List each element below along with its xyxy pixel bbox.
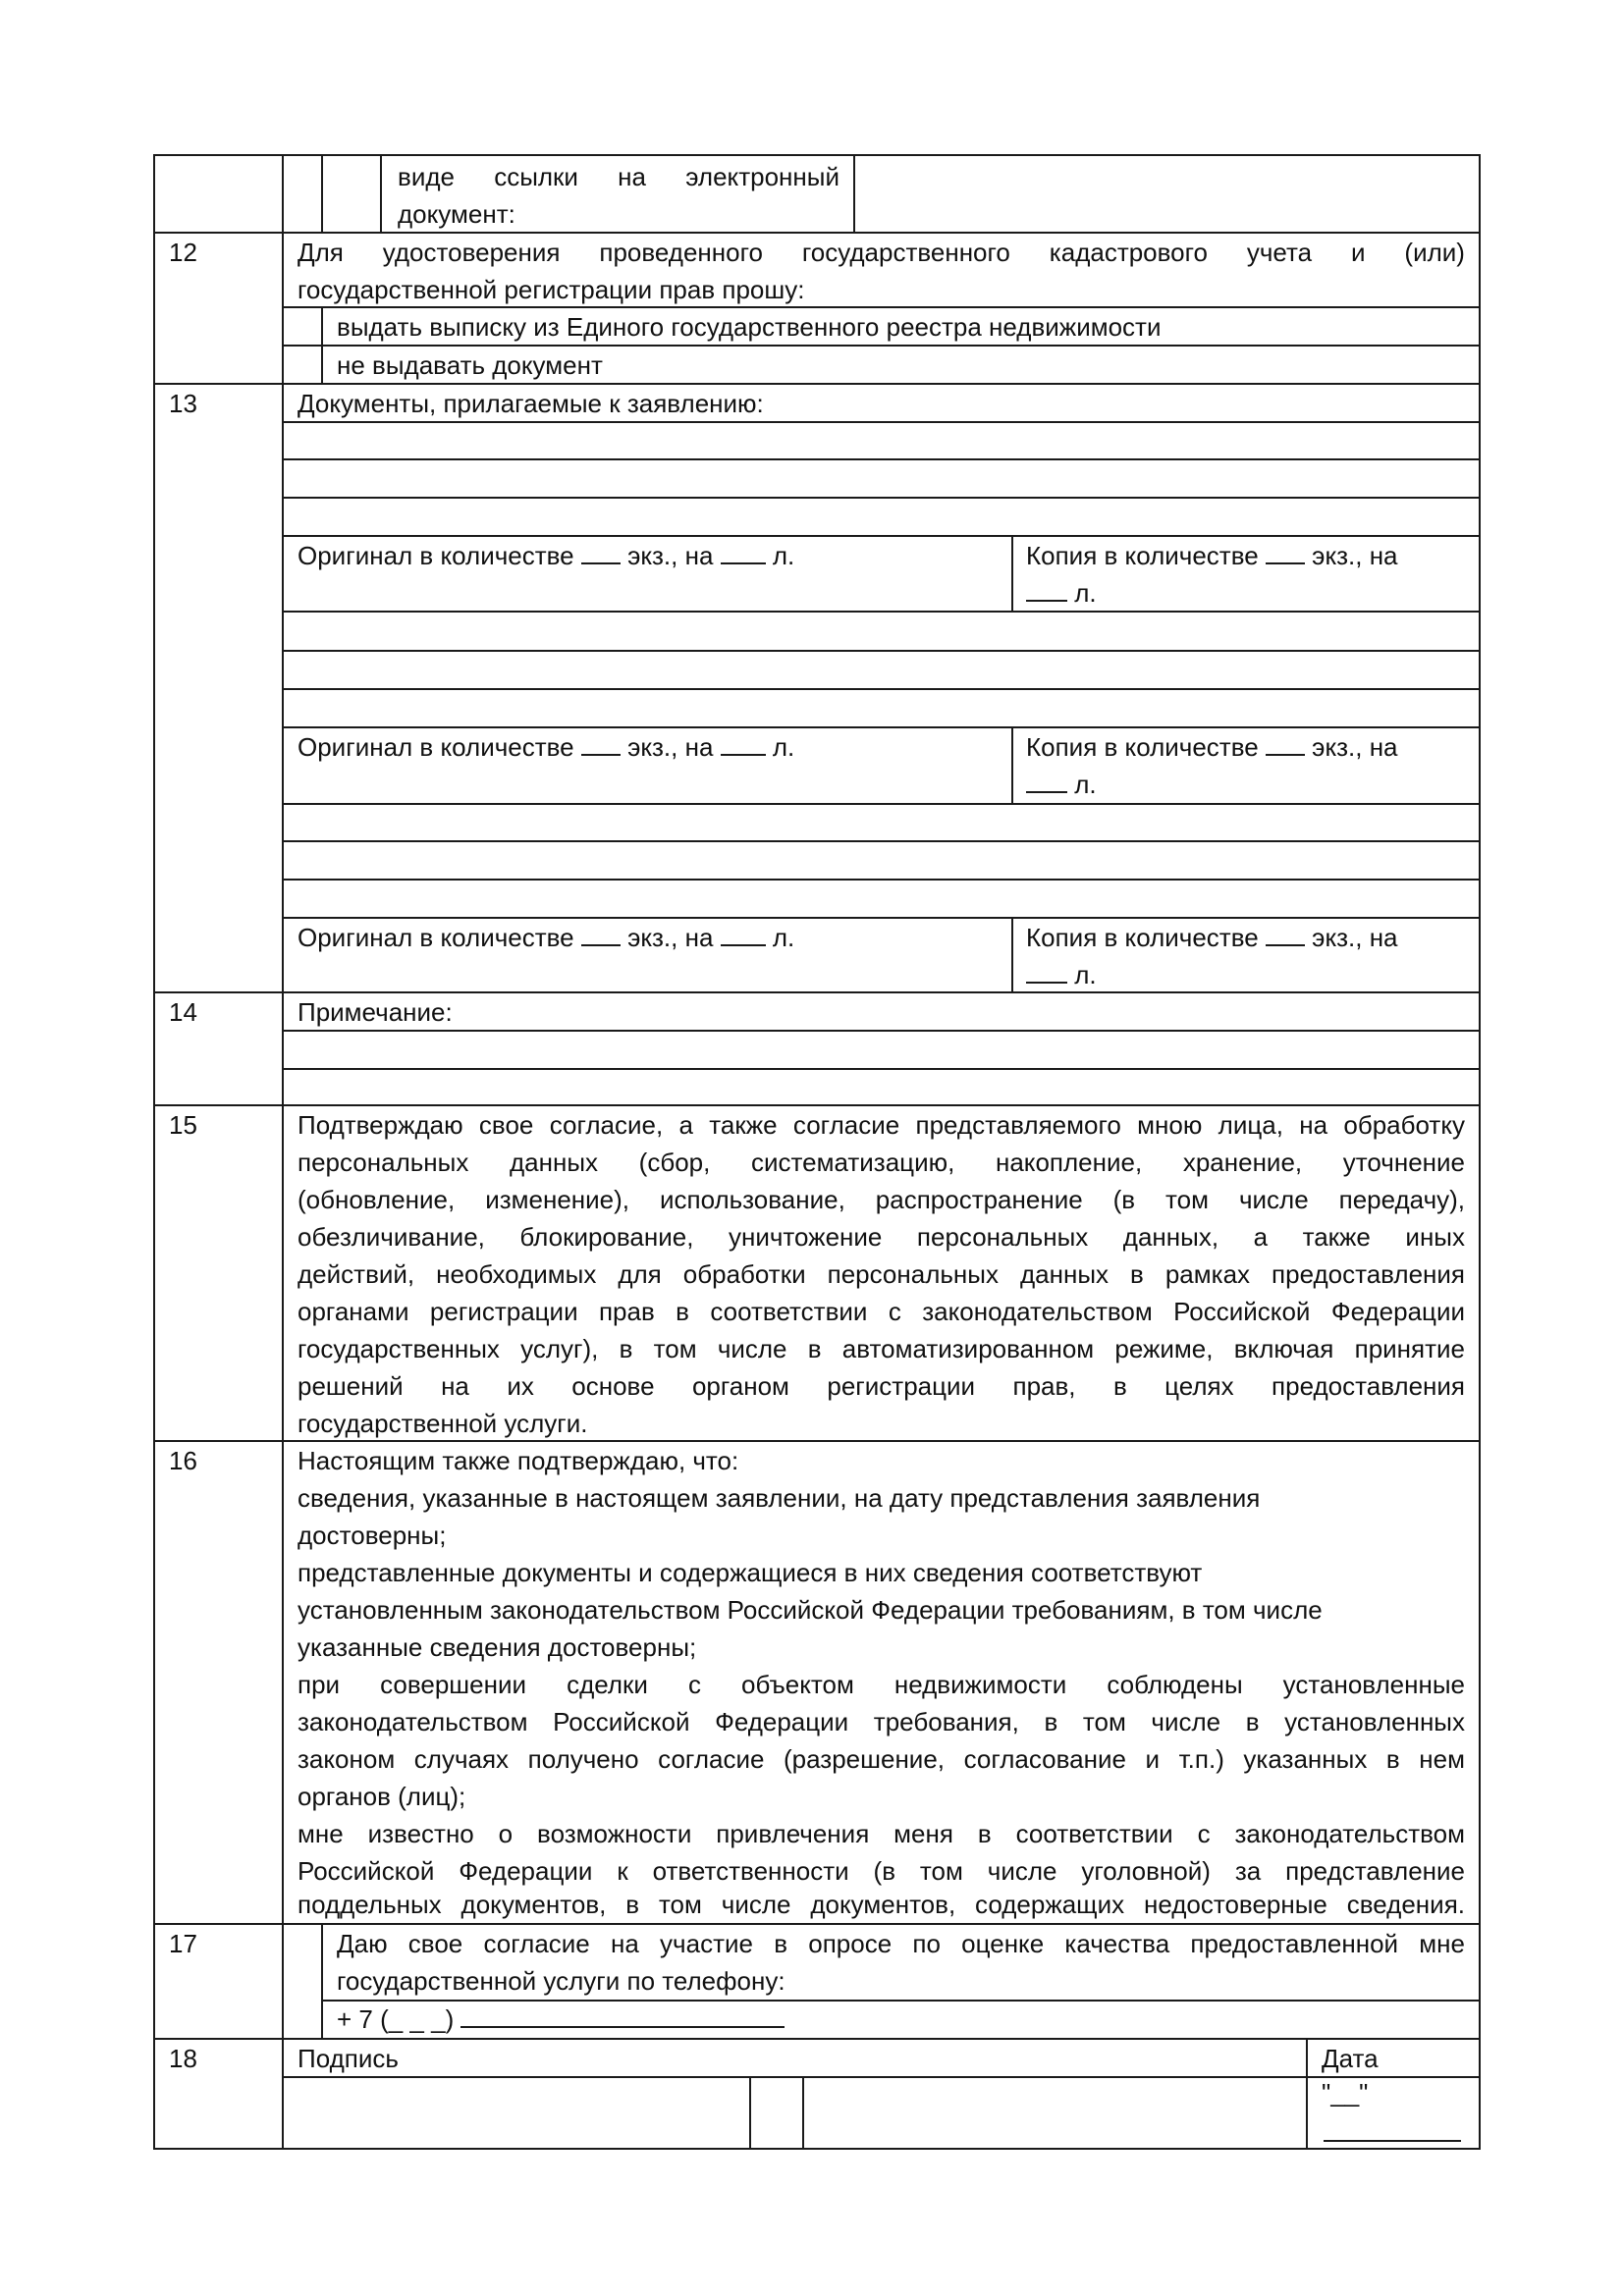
consent-line: персональных данных (сбор, систематизацию, накопление, хранение, уточнение <box>298 1148 1465 1177</box>
copy-count-2: Копия в количестве экз., на <box>1026 728 1398 766</box>
table-left-border <box>153 154 155 2149</box>
phone-field <box>337 2001 785 2038</box>
blank-field[interactable] <box>1266 537 1305 564</box>
consent-line: органами регистрации прав в соответствии с законодательством Российской Федерации <box>298 1297 1465 1326</box>
divider <box>1011 535 1013 612</box>
signature-label: Подпись <box>298 2044 399 2073</box>
divider <box>1011 727 1013 804</box>
option-issue-extract: выдать выписку из Единого государственного реестра недвижимости <box>337 312 1162 342</box>
blank-field[interactable] <box>581 728 621 756</box>
line <box>282 2076 1481 2078</box>
line <box>282 1030 1481 1032</box>
blank-field[interactable] <box>1026 574 1067 602</box>
checkbox-survey-consent[interactable] <box>285 1926 320 2037</box>
table-right-border <box>1479 154 1481 2149</box>
consent-line: Подтверждаю свое согласие, а также согласие представляемого мною лица, на обработку <box>298 1110 1465 1140</box>
row-number-18: 18 <box>169 2044 197 2073</box>
original-count-3: Оригинал в количестве экз., на л. <box>298 919 794 956</box>
confirm-line: мне известно о возможности привлечения меня в соответствии с законодательством <box>298 1819 1465 1848</box>
row12-heading-2: государственной регистрации прав прошу: <box>298 275 805 304</box>
survey-consent-text: Даю свое согласие на участие в опросе по оценке качества предоставленной мне <box>337 1929 1465 1958</box>
link-option-text: виде ссылки на электронный <box>398 162 839 191</box>
consent-line: (обновление, изменение), использование, распространение (в том числе передачу), <box>298 1185 1465 1214</box>
confirm-line: законом случаях получено согласие (разрешение, согласование и т.п.) указанных в нем <box>298 1744 1465 1774</box>
consent-line: решений на их основе органом регистрации прав, в целях предоставления <box>298 1371 1465 1401</box>
option-no-document: не выдавать документ <box>337 350 603 380</box>
confirm-line: Настоящим также подтверждаю, что: <box>298 1446 739 1475</box>
survey-consent-text-2: государственной услуги по телефону: <box>337 1966 785 1996</box>
column-divider <box>282 154 284 2149</box>
phone-input-line[interactable] <box>460 2001 785 2028</box>
divider <box>802 2077 804 2149</box>
copy-count-3: Копия в количестве экз., на <box>1026 919 1398 956</box>
blank-field[interactable] <box>1026 956 1067 984</box>
row-number-13: 13 <box>169 389 197 418</box>
row12-heading: Для удостоверения проведенного государственного кадастрового учета и (или) <box>298 238 1465 267</box>
line <box>282 879 1481 881</box>
note-title: Примечание: <box>298 997 453 1027</box>
row-number-12: 12 <box>169 238 197 267</box>
date-day-field: "__" <box>1322 2078 1369 2108</box>
confirm-line: сведения, указанные в настоящем заявлении, на дату представления заявления <box>298 1483 1261 1513</box>
divider <box>321 1924 323 2039</box>
divider <box>380 154 382 233</box>
confirm-line: органов (лиц); <box>298 1782 466 1811</box>
blank-field[interactable] <box>581 537 621 564</box>
divider <box>1306 2039 1308 2149</box>
consent-line: действий, необходимых для обработки персональных данных в рамках предоставления <box>298 1259 1465 1289</box>
copy-count-1-line2: л. <box>1026 574 1097 612</box>
row-number-17: 17 <box>169 1929 197 1958</box>
row-number-16: 16 <box>169 1446 197 1475</box>
blank-field[interactable] <box>721 919 766 946</box>
signature-field[interactable] <box>285 2079 748 2147</box>
confirm-line: поддельных документов, в том числе документов, содержащих недостоверные сведения. <box>298 1890 1465 1919</box>
line <box>282 650 1481 652</box>
line <box>282 688 1481 690</box>
blank-field[interactable] <box>721 728 766 756</box>
original-count-2: Оригинал в количестве экз., на л. <box>298 728 794 766</box>
consent-line: обезличивание, блокирование, уничтожение персональных данных, а также иных <box>298 1222 1465 1252</box>
blank-field[interactable] <box>1026 766 1067 793</box>
blank-field[interactable] <box>1266 728 1305 756</box>
blank-field[interactable] <box>1266 919 1305 946</box>
line <box>282 458 1481 460</box>
divider <box>321 154 323 233</box>
confirm-line: достоверны; <box>298 1521 447 1550</box>
row-number-14: 14 <box>169 997 197 1027</box>
date-underline[interactable] <box>1324 2140 1461 2142</box>
blank-field[interactable] <box>721 537 766 564</box>
consent-line: государственных услуг), в том числе в автоматизированном режиме, включая принятие <box>298 1334 1465 1363</box>
confirm-line: указанные сведения достоверны; <box>298 1632 697 1662</box>
consent-line-last: государственной услуги. <box>298 1409 588 1438</box>
divider <box>1011 917 1013 993</box>
line <box>282 803 1481 805</box>
date-label: Дата <box>1322 2044 1379 2073</box>
signature-name-field[interactable] <box>805 2079 1304 2147</box>
line <box>282 1068 1481 1070</box>
link-option-text-2: документ: <box>398 199 515 229</box>
confirm-line: Российской Федерации к ответственности (в том числе уголовной) за представление <box>298 1856 1465 1886</box>
table-bottom-border <box>153 2148 1481 2150</box>
attached-documents-title: Документы, прилагаемые к заявлению: <box>298 389 764 418</box>
line <box>282 840 1481 842</box>
divider <box>853 154 855 233</box>
confirm-line: законодательством Российской Федерации требования, в том числе в установленных <box>298 1707 1465 1736</box>
copy-count-1: Копия в количестве экз., на <box>1026 537 1398 574</box>
divider <box>749 2077 751 2149</box>
copy-count-3-line2: л. <box>1026 956 1097 993</box>
blank-field[interactable] <box>581 919 621 946</box>
original-count-1: Оригинал в количестве экз., на л. <box>298 537 794 574</box>
checkbox-issue-extract[interactable] <box>285 309 320 344</box>
phone-prefix: + 7 (_ _ _) <box>337 2004 455 2034</box>
confirm-line: установленным законодательством Российской Федерации требованиям, в том числе <box>298 1595 1323 1625</box>
checkbox-no-document[interactable] <box>285 347 320 382</box>
table-top-border <box>153 154 1481 156</box>
copy-count-2-line2: л. <box>1026 766 1097 803</box>
line <box>282 497 1481 499</box>
confirm-line: представленные документы и содержащиеся в них сведения соответствуют <box>298 1558 1203 1587</box>
confirm-line: при совершении сделки с объектом недвижимости соблюдены установленные <box>298 1670 1465 1699</box>
row-number-15: 15 <box>169 1110 197 1140</box>
line <box>282 611 1481 613</box>
